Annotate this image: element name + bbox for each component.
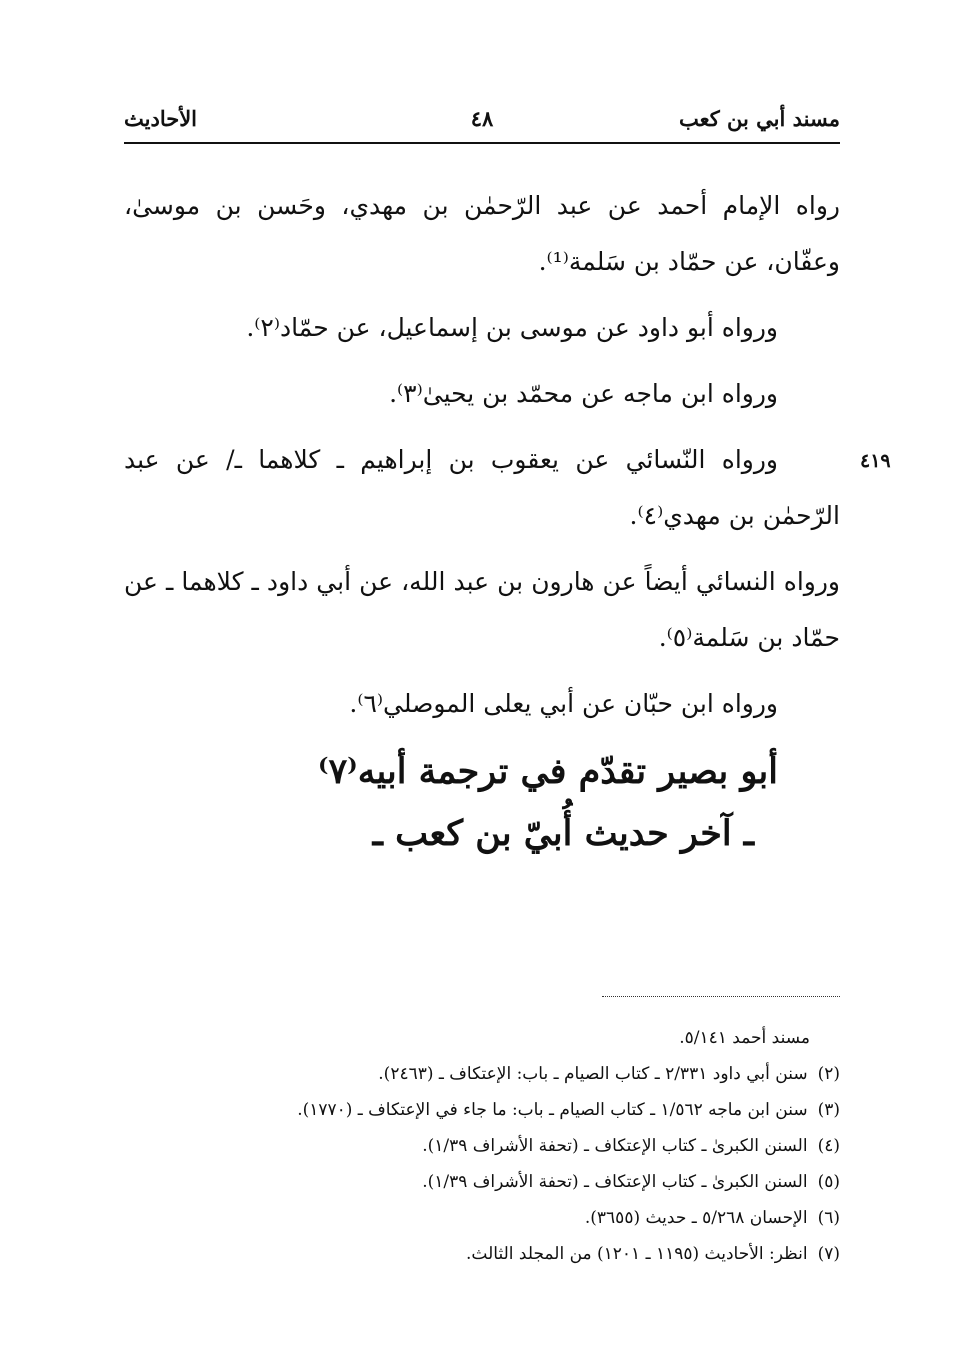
- footnote-number: (٤): [817, 1136, 840, 1156]
- footnote-number: (٣): [817, 1100, 840, 1120]
- footnote-3: [124, 1092, 840, 1128]
- main-text: [124, 178, 840, 864]
- page-number: ٤٨: [470, 106, 494, 131]
- heading-abu-basir: أبو بصير تقدّم في ترجمة أبيه⁽٧⁾: [318, 751, 778, 792]
- footnote-1: [124, 1020, 840, 1056]
- footnote-4: [124, 1128, 840, 1164]
- footnotes: [124, 1020, 840, 1272]
- section-title: الأحاديث: [124, 106, 198, 131]
- footnote-text: سنن ابن ماجه ١/٥٦٢ ـ كتاب الصيام ـ باب: ما جاء في الإعتكاف ـ (١٧٧٠).: [297, 1100, 808, 1120]
- running-header: [124, 106, 840, 136]
- paragraph-ahmad: رواه الإمام أحمد عن عبد الرّحمٰن بن مهدي، وحَسن بن موسىٰ، وعفّان، عن حمّاد بن سَلمة⁽¹⁾.: [124, 191, 840, 276]
- footnote-6: [124, 1200, 840, 1236]
- footnote-5: [124, 1164, 840, 1200]
- paragraph-ibn-hibban: ورواه ابن حبّان عن أبي يعلى الموصلي⁽٦⁾.: [349, 689, 778, 718]
- footnote-text: سنن أبي داود ٢/٣٣١ ـ كتاب الصيام ـ باب: الإعتكاف ـ (٢٤٦٣).: [378, 1064, 808, 1084]
- footnote-text: السنن الكبرىٰ ـ كتاب الإعتكاف ـ (تحفة الأشراف ١/٣٩).: [422, 1136, 808, 1156]
- book-title: مسند أبي بن كعب: [678, 106, 840, 131]
- paragraph-ibn-majah: ورواه ابن ماجه عن محمّد بن يحيىٰ⁽٣⁾.: [389, 379, 778, 408]
- footnote-text: السنن الكبرىٰ ـ كتاب الإعتكاف ـ (تحفة الأشراف ١/٣٩).: [422, 1172, 808, 1192]
- paragraph-nasai: ورواه النّسائي عن يعقوب بن إبراهيم ـ كلاهما ـ/ عن عبد الرّحمٰن بن مهدي⁽٤⁾.: [124, 445, 840, 530]
- heading-end-of-ubayy: ـ آخر حديث أُبيّ بن كعب ـ: [372, 813, 754, 854]
- footnote-number: (٦): [817, 1208, 840, 1228]
- paragraph-abu-dawud: ورواه أبو داود عن موسى بن إسماعيل، عن حمّاد⁽٢⁾.: [246, 313, 778, 342]
- footnote-7: [124, 1236, 840, 1272]
- footnote-separator: [602, 996, 840, 997]
- footnote-2: [124, 1056, 840, 1092]
- footnote-number: (٢): [817, 1064, 840, 1084]
- footnote-text: انظر: الأحاديث (١١٩٥ ـ ١٢٠١) من المجلد الثالث.: [466, 1244, 808, 1264]
- footnote-text: مسند أحمد ٥/١٤١.: [679, 1028, 810, 1048]
- footnote-text: الإحسان ٥/٢٦٨ ـ حديث (٣٦٥٥).: [584, 1208, 808, 1228]
- paragraph-nasai-2: ورواه النسائي أيضاً عن هارون بن عبد الله، عن أبي داود ـ كلاهما ـ عن حمّاد بن سَلمة⁽٥⁾.: [124, 567, 840, 652]
- footnote-number: (٥): [817, 1172, 840, 1192]
- footnote-number: (٧): [817, 1244, 840, 1264]
- header-rule: [124, 142, 840, 144]
- margin-page-reference: ٤١٩: [860, 450, 891, 472]
